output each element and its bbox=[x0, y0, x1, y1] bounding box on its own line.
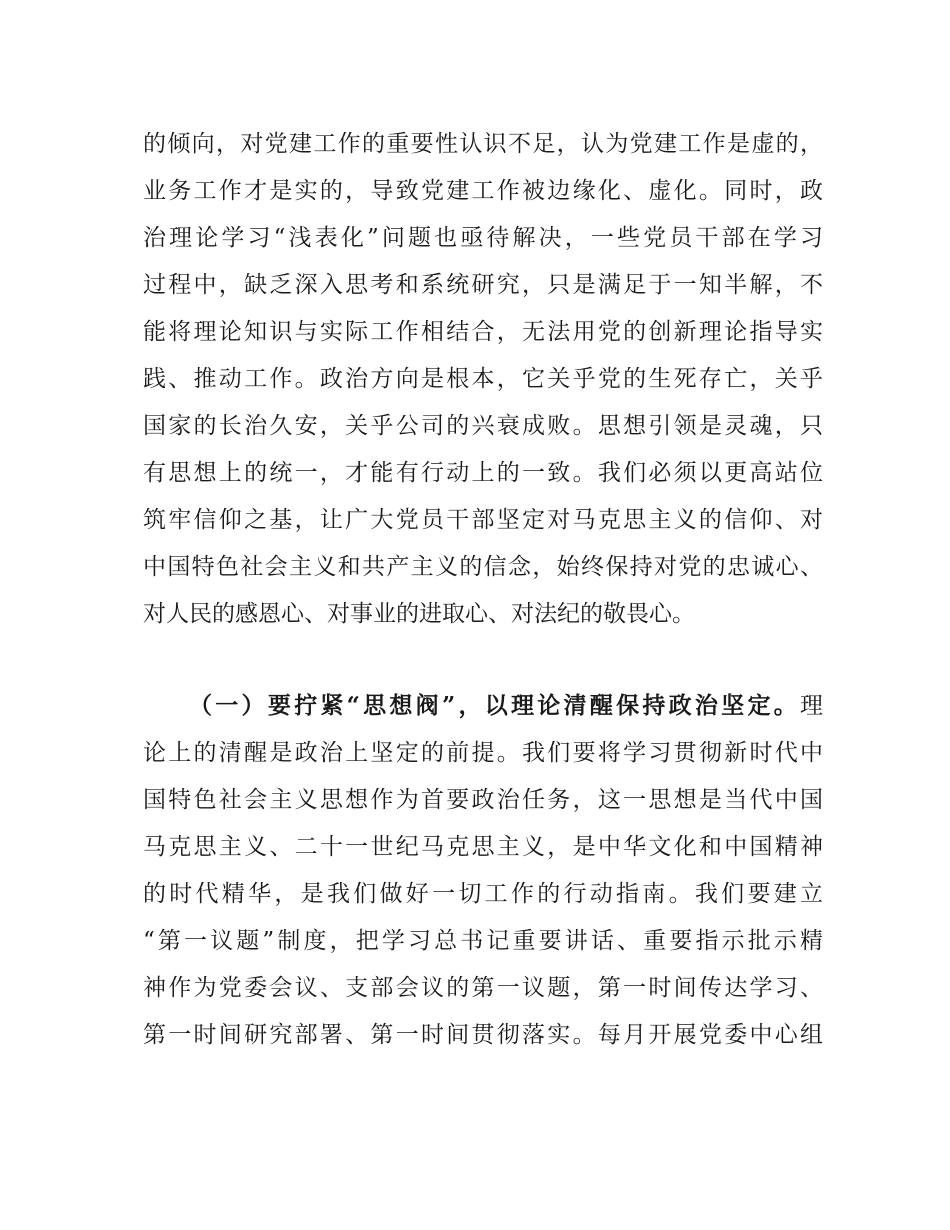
paragraph1-line-9: 筑牢信仰之基，让广大党员干部坚定对马克思主义的信仰、对 bbox=[143, 507, 823, 533]
paragraph2-line-3: 国特色社会主义思想作为首要政治任务，这一思想是当代中国 bbox=[143, 787, 823, 813]
paragraph2-first-line bbox=[189, 689, 823, 723]
paragraph1-line-6: 践、推动工作。政治方向是根本，它关乎党的生死存亡，关乎 bbox=[143, 366, 823, 392]
paragraph2-line-8: 第一时间研究部署、第一时间贯彻落实。每月开展党委中心组 bbox=[143, 1022, 823, 1048]
paragraph1-line-7: 国家的长治久安，关乎公司的兴衰成败。思想引领是灵魂，只 bbox=[143, 413, 823, 439]
paragraph1-line-8: 有思想上的统一，才能有行动上的一致。我们必须以更高站位 bbox=[143, 460, 823, 486]
paragraph2-line-6: “第一议题”制度，把学习总书记重要讲话、重要指示批示精 bbox=[143, 928, 823, 954]
paragraph2-line-2: 论上的清醒是政治上坚定的前提。我们要将学习贯彻新时代中 bbox=[143, 740, 823, 766]
paragraph2-line-4: 马克思主义、二十一世纪马克思主义，是中华文化和中国精神 bbox=[143, 834, 823, 860]
paragraph2-first-line-tail: 理 bbox=[800, 693, 823, 719]
paragraph1-line-11: 对人民的感恩心、对事业的进取心、对法纪的敬畏心。 bbox=[143, 601, 695, 627]
section-heading: （一）要拧紧“思想阀”，以理论清醒保持政治坚定。 bbox=[189, 692, 800, 719]
paragraph1-line-4: 过程中，缺乏深入思考和系统研究，只是满足于一知半解，不 bbox=[143, 272, 823, 298]
paragraph1-line-10: 中国特色社会主义和共产主义的信念，始终保持对党的忠诚心、 bbox=[143, 554, 823, 580]
paragraph1-line-2: 业务工作才是实的，导致党建工作被边缘化、虚化。同时，政 bbox=[143, 178, 823, 204]
paragraph1-line-5: 能将理论知识与实际工作相结合，无法用党的创新理论指导实 bbox=[143, 319, 823, 345]
paragraph2-line-7: 神作为党委会议、支部会议的第一议题，第一时间传达学习、 bbox=[143, 975, 823, 1001]
paragraph2-line-5: 的时代精华，是我们做好一切工作的行动指南。我们要建立 bbox=[143, 881, 823, 907]
paragraph1-line-1: 的倾向，对党建工作的重要性认识不足，认为党建工作是虚的， bbox=[143, 131, 823, 157]
paragraph1-line-3: 治理论学习“浅表化”问题也亟待解决，一些党员干部在学习 bbox=[143, 225, 823, 251]
